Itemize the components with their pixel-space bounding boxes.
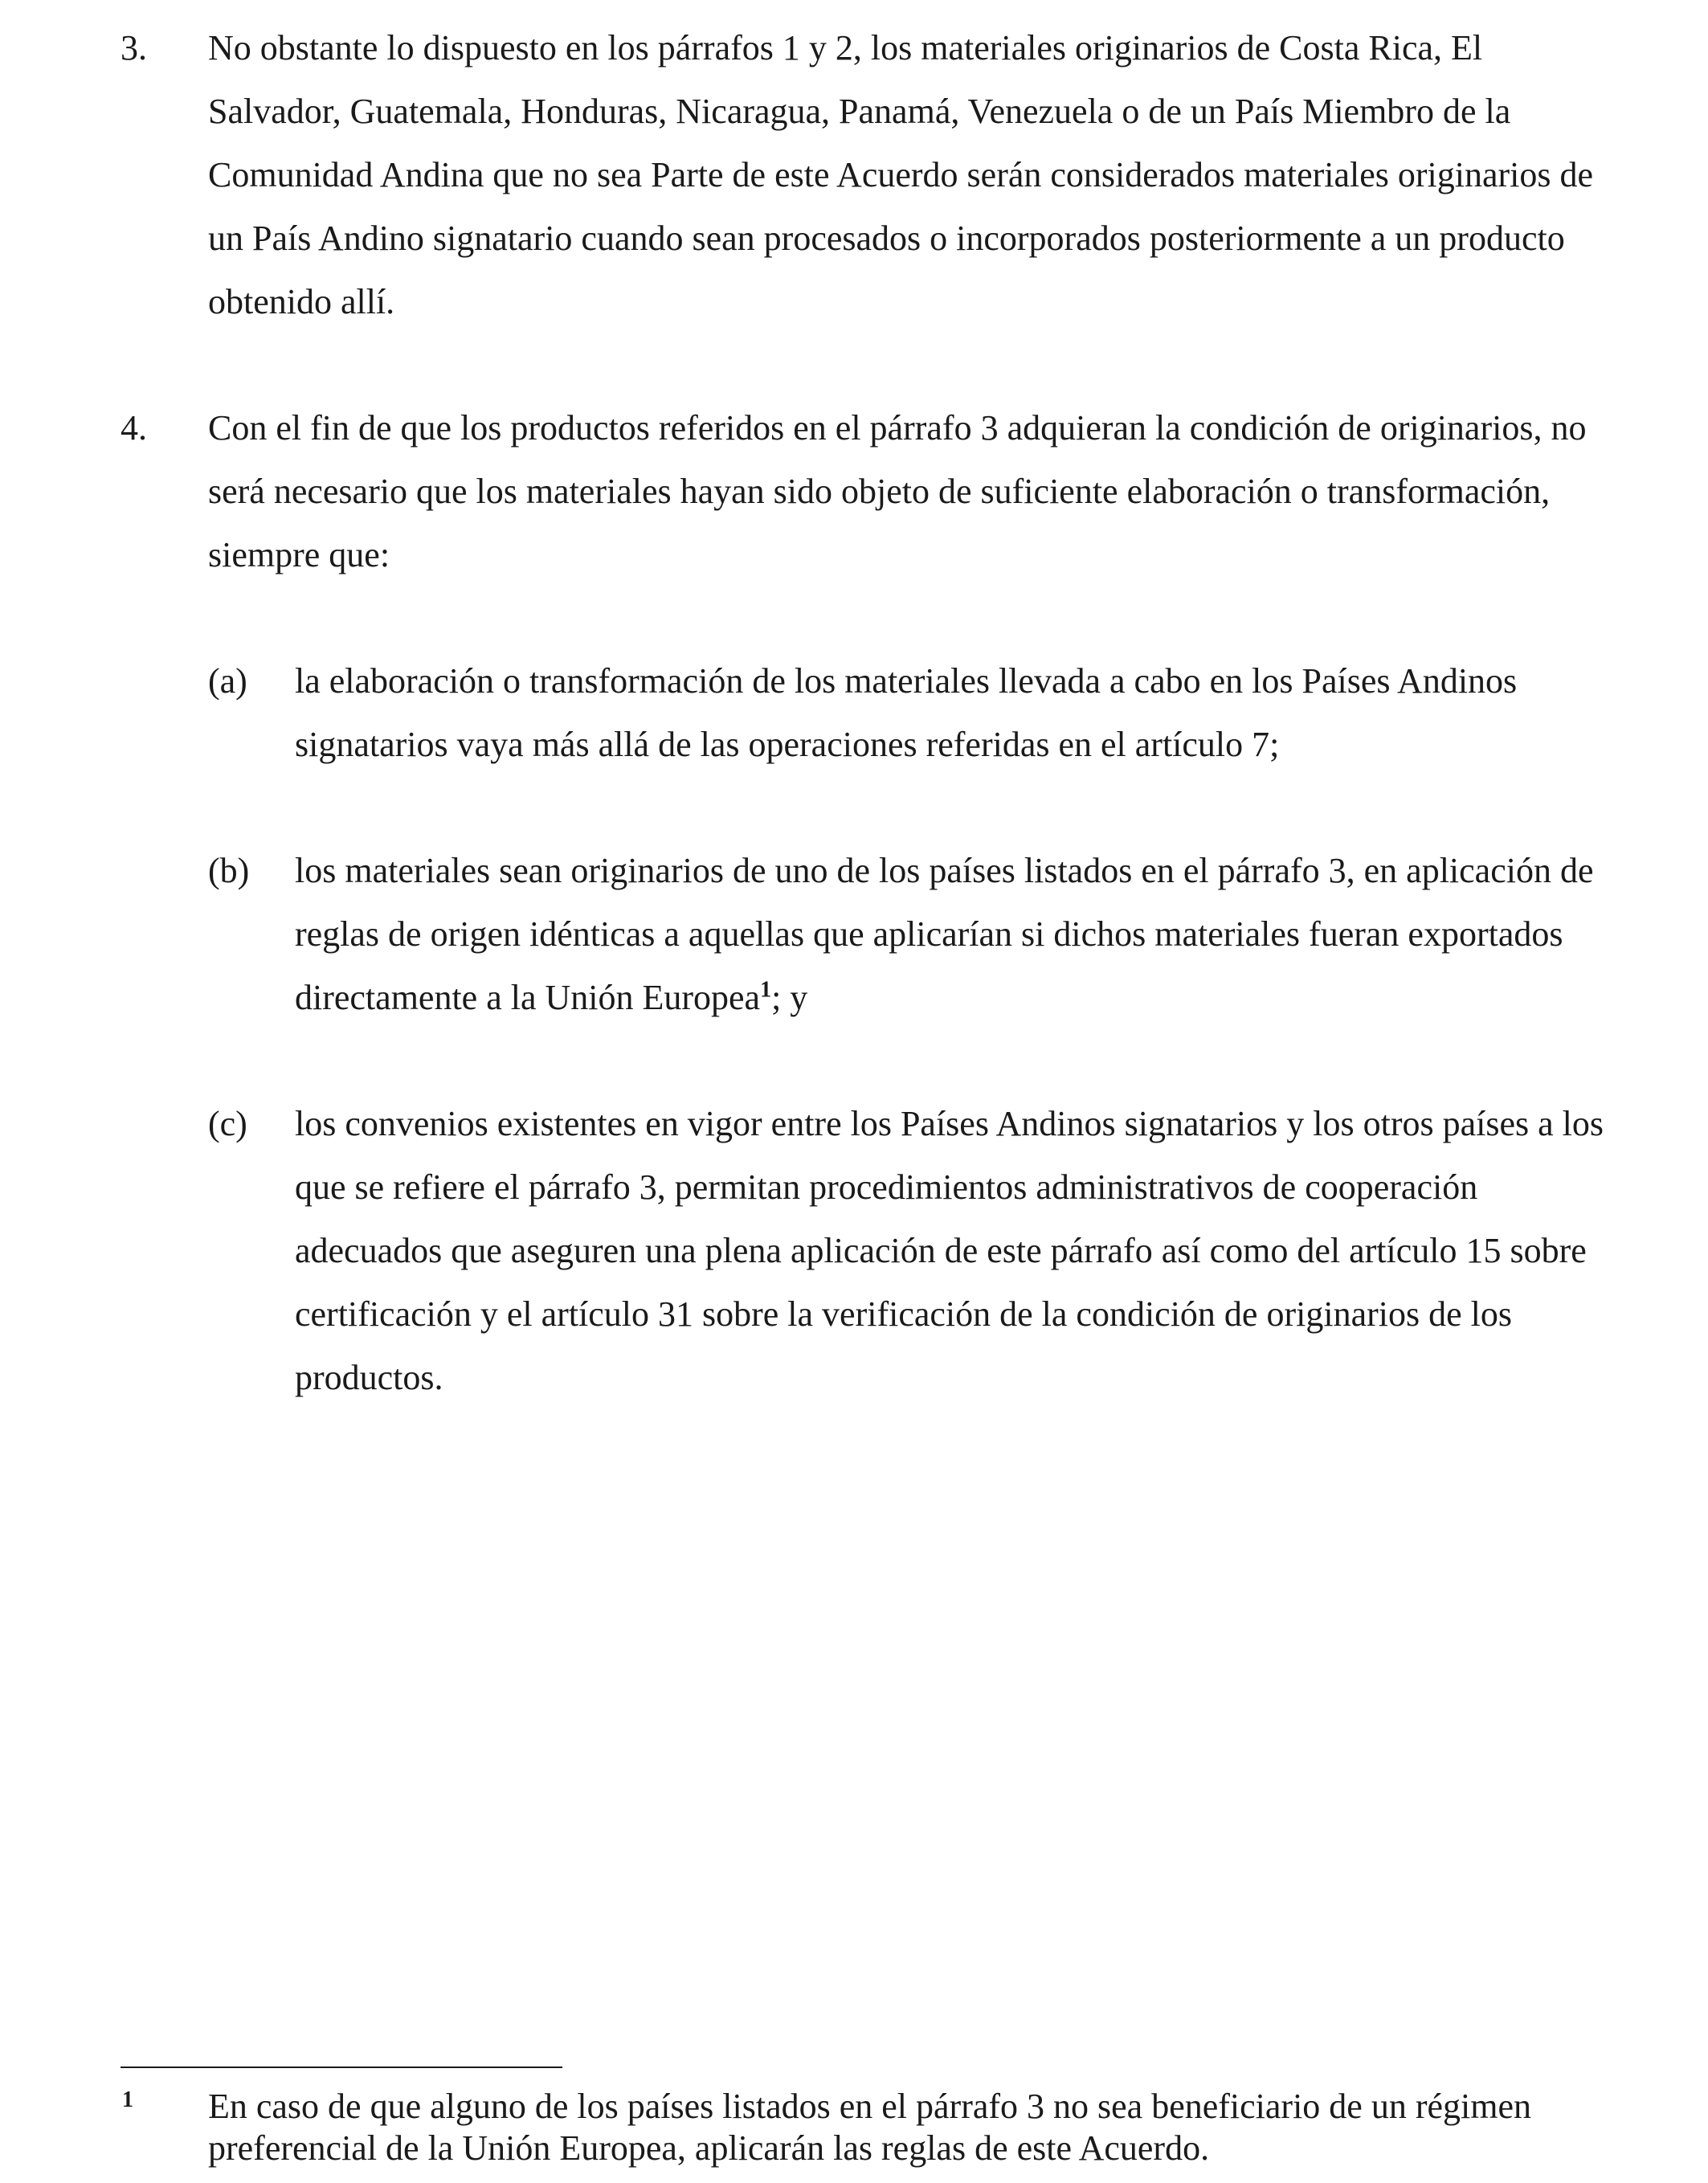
footnote-text: En caso de que alguno de los países listados en el párrafo 3 no sea beneficiario de un régimen preferencial de la Unión Europea, aplicarán las reglas de este Acuerdo. xyxy=(208,2087,1531,2168)
subitem-label: (b) xyxy=(208,851,250,890)
footnote-mark: 1 xyxy=(122,2087,133,2112)
paragraph-text: Con el fin de que los productos referidos en el párrafo 3 adquieran la condición de originarios, no será necesario que los materiales hayan sido objeto de suficiente elaboración o transformación, siempre que: xyxy=(208,408,1587,574)
subitem-text: los convenios existentes en vigor entre los Países Andinos signatarios y los otros países a los que se refiere el párrafo 3, permitan procedimientos administrativos de cooperación adecuados que aseguren una plena aplicación de este párrafo así como del artículo 15 sobre certificación y el artículo 31 sobre la verificación de la condición de originarios de los productos. xyxy=(295,1104,1604,1397)
paragraph-4 xyxy=(121,396,1615,587)
subitem-text-main: los materiales sean originarios de uno de los países listados en el párrafo 3, en aplicación de reglas de origen idénticas a aquellas que aplicarían si dichos materiales fueran exportados directamente a la Unión Europea xyxy=(295,851,1594,1017)
paragraph-number: 4. xyxy=(121,408,147,448)
footnote-reference[interactable]: 1 xyxy=(760,977,772,1003)
subitem-label: (a) xyxy=(208,661,247,701)
subitem-text: la elaboración o transformación de los materiales llevada a cabo en los Países Andinos signatarios vaya más allá de las operaciones referidas en el artículo 7; xyxy=(295,661,1518,764)
subitem-text xyxy=(295,839,1614,1029)
subitem-text-tail: ; y xyxy=(771,978,808,1017)
subitem-c xyxy=(208,1092,1614,1409)
subitem-a xyxy=(208,649,1614,776)
paragraph-number: 3. xyxy=(121,28,147,67)
subitem-b xyxy=(208,839,1614,1029)
paragraph-text: No obstante lo dispuesto en los párrafos 1 y 2, los materiales originarios de Costa Rica, El Salvador, Guatemala, Honduras, Nicaragua, Panamá, Venezuela o de un País Miembro de la Comunidad Andina que no sea Parte de este Acuerdo serán considerados materiales originarios de un País Andino signatario cuando sean procesados o incorporados posteriormente a un producto obtenido allí. xyxy=(208,28,1594,321)
subitem-label: (c) xyxy=(208,1104,247,1143)
footnote-separator xyxy=(121,2066,562,2068)
paragraph-3 xyxy=(121,16,1615,333)
footnote xyxy=(121,2086,1615,2169)
